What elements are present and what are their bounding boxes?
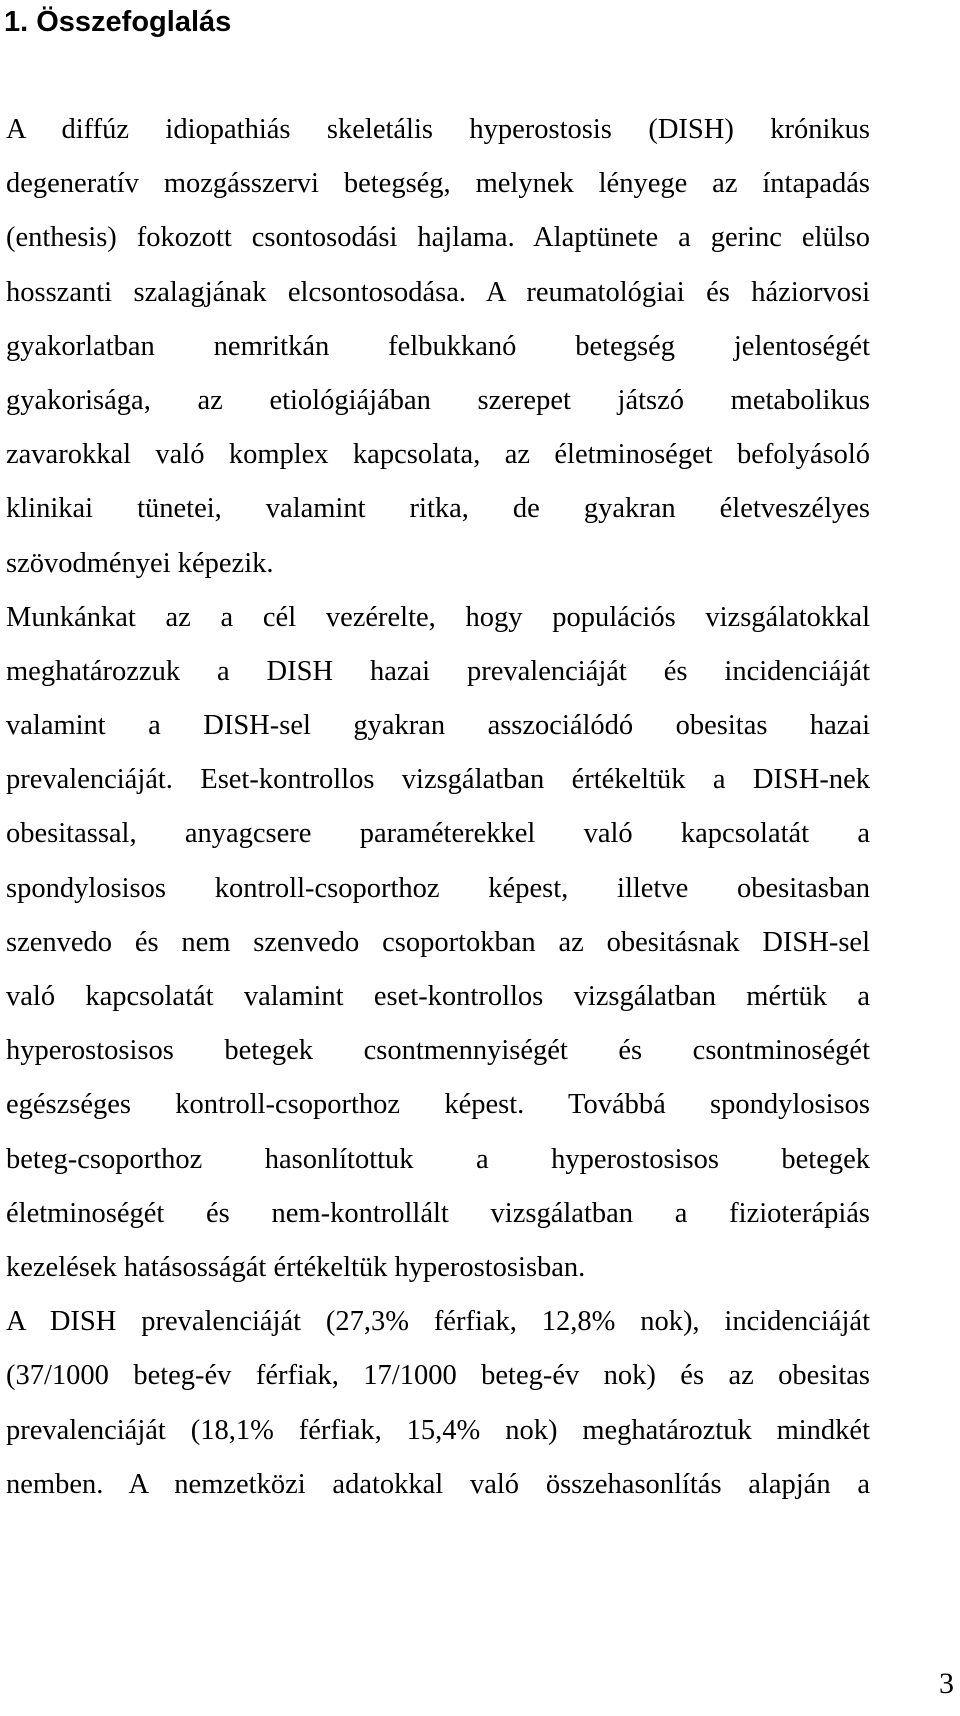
text-line: egészséges kontroll-csoporthoz képest. Továbbá spondylosisos [6, 1089, 870, 1121]
text-line: klinikai tünetei, valamint ritka, de gyakran életveszélyes [6, 493, 870, 525]
text-line: Munkánkat az a cél vezérelte, hogy populációs vizsgálatokkal [6, 601, 870, 633]
text-line: spondylosisos kontroll-csoporthoz képest, illetve obesitasban [6, 872, 870, 904]
text-line: valamint a DISH-sel gyakran asszociálódó obesitas hazai [6, 710, 870, 742]
text-line: obesitassal, anyagcsere paraméterekkel való kapcsolatát a [6, 818, 870, 850]
text-line: szövodményei képezik. [6, 547, 274, 579]
text-line: nemben. A nemzetközi adatokkal való összehasonlítás alapján a [6, 1468, 870, 1500]
text-line: A diffúz idiopathiás skeletális hyperostosis (DISH) krónikus [6, 114, 870, 145]
text-line: A DISH prevalenciáját (27,3% férfiak, 12,8% nok), incidenciáját [6, 1306, 870, 1338]
text-line: szenvedo és nem szenvedo csoportokban az obesitásnak DISH-sel [6, 926, 870, 958]
text-line: hosszanti szalagjának elcsontosodása. A reumatológiai és háziorvosi [6, 276, 870, 308]
text-line: meghatározzuk a DISH hazai prevalenciáját és incidenciáját [6, 655, 870, 687]
text-line: való kapcsolatát valamint eset-kontrollos vizsgálatban mértük a [6, 981, 870, 1012]
text-line: gyakorlatban nemritkán felbukkanó betegség jelentoségét [6, 330, 870, 362]
text-line: (enthesis) fokozott csontosodási hajlama. Alaptünete a gerinc elülso [6, 222, 870, 254]
summary-body [6, 103, 870, 1512]
text-line: (37/1000 beteg-év férfiak, 17/1000 beteg-év nok) és az obesitas [6, 1360, 870, 1392]
text-line: gyakorisága, az etiológiájában szerepet játszó metabolikus [6, 384, 870, 416]
text-line: életminoségét és nem-kontrollált vizsgálatban a fizioterápiás [6, 1197, 870, 1229]
text-line: prevalenciáját (18,1% férfiak, 15,4% nok) meghatároztuk mindkét [6, 1414, 870, 1446]
section-heading: 1. Összefoglalás [4, 6, 232, 38]
text-line: hyperostosisos betegek csontmennyiségét és csontminoségét [6, 1035, 870, 1067]
text-line: zavarokkal való komplex kapcsolata, az életminoséget befolyásoló [6, 439, 870, 471]
text-line: degeneratív mozgásszervi betegség, melynek lényege az íntapadás [6, 168, 870, 200]
page-number: 3 [939, 1667, 954, 1700]
text-line: prevalenciáját. Eset-kontrollos vizsgálatban értékeltük a DISH-nek [6, 764, 870, 796]
text-line: beteg-csoporthoz hasonlítottuk a hyperostosisos betegek [6, 1143, 870, 1175]
text-line: kezelések hatásosságát értékeltük hyperostosisban. [6, 1251, 586, 1283]
